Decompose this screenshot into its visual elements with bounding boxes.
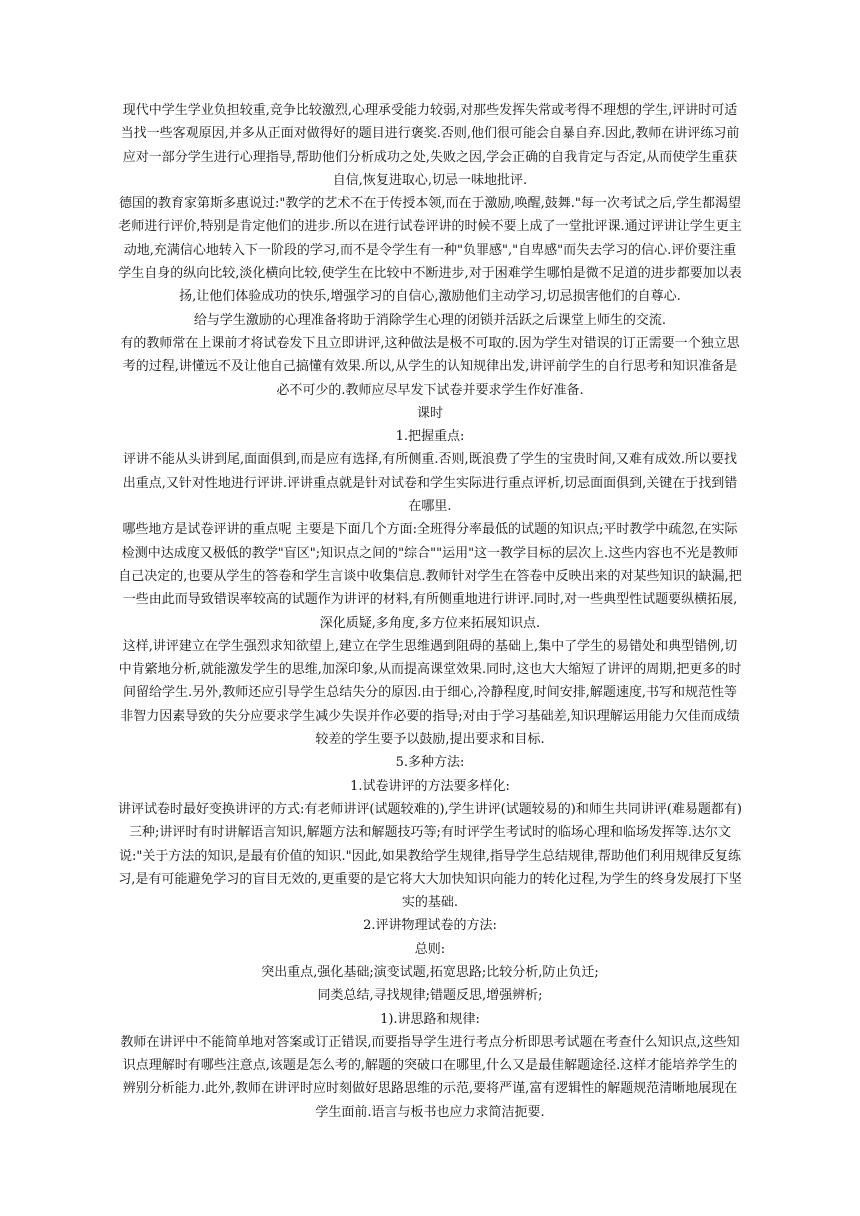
paragraph-darwin: 讲评试卷时最好变换讲评的方式:有老师讲评(试题较难的),学生讲评(试题较易的)和师生共同讲评(难易题都有)三种;讲评时有时讲解语言知识,解题方法和解题技巧等;有时评学生考试时的临场心理和临场发挥等.达尔文说:"关于方法的知识,是最有价值的知识."因此,如果教给学生规律,指导学生总结规律,帮助他们利用规律反复练习,是有可能避免学习的盲目无效的,更重要的是它将大大加快知识向能力的转化过程,为学生的终身发展打下坚实的基础. — [118, 801, 742, 911]
paragraph-encouragement: 给与学生激励的心理准备将助于消除学生心理的闭锁并活跃之后课堂上师生的交流. — [193, 312, 667, 328]
heading-diversified-methods: 1.试卷讲评的方法要多样化: — [350, 778, 510, 794]
paragraph-exam-analysis: 教师在讲评中不能简单地对答案或订正错误,而要指导学生进行考点分析即思考试题在考查什么知识点,这些知识点理解时有哪些注意点,该题是怎么考的,解题的突破口在哪里,什么又是最佳解题途径.这样才能培养学生的辨别分析能力.此外,教师在讲评时应时刻做好思路思维的示范,要将严谨,富有逻辑性的解题规范清晰地展现在学生面前.语言与板书也应力求简洁扼要. — [120, 1034, 740, 1120]
document-body — [118, 99, 742, 1124]
paragraph-diesterweg-quote: 德国的教育家第斯多惠说过:"教学的艺术不在于传授本领,而在于激励,唤醒,鼓舞."每一次考试之后,学生都渴望老师进行评价,特别是肯定他们的进步.所以在进行试卷评讲的时候不要上成了一堂批评课.通过评讲让学生更主动地,充满信心地转入下一阶段的学习,而不是令学生有一种"负罪感","自卑感"而失去学习的信心.评价要注重学生自身的纵向比较,淡化横向比较,使学生在比较中不断进步,对于困难学生哪怕是微不足道的进步都要加以表扬,让他们体验成功的快乐,增强学习的自信心,激励他们主动学习,切忌损害他们的自尊心. — [118, 196, 742, 305]
heading-physics-methods: 2.评讲物理试卷的方法: — [363, 918, 497, 934]
heading-key-points: 1.把握重点: — [395, 429, 465, 445]
heading-lesson: 课时 — [416, 405, 443, 421]
heading-methods: 5.多种方法: — [395, 755, 465, 771]
paragraph-motivation-intro: 现代中学生学业负担较重,竞争比较激烈,心理承受能力较弱,对那些发挥失常或考得不理想的学生,评讲时可适当找一些客观原因,并多从正面对做得好的题目进行褒奖.否则,他们很可能会自暴自弃.因此,教师在讲评练习前应对一部分学生进行心理指导,帮助他们分析成功之处,失败之因,学会正确的自我肯定与否定,从而使学生重获自信,恢复进取心,切忌一味地批评. — [120, 103, 740, 188]
paragraph-distribute-early: 有的教师常在上课前才将试卷发下且立即讲评,这种做法是极不可取的.因为学生对错误的订正需要一个独立思考的过程,讲懂远不及让他自己搞懂有效果.所以,从学生的认知规律出发,讲评前学生的自行思考和知识准备是必不可少的.教师应尽早发下试卷并要求学生作好准备. — [120, 335, 740, 398]
paragraph-key-areas: 哪些地方是试卷评讲的重点呢 主要是下面几个方面:全班得分率最低的试题的知识点;平时教学中疏忽,在实际检测中达成度又极低的教学"盲区";知识点之间的"综合""运用"这一教学目标的层次上.这些内容也不光是教师自己决定的,也要从学生的答卷和学生言谈中收集信息.教师针对学生在答卷中反映出来的对某些知识的缺漏,把一些由此而导致错误率较高的试题作为讲评的材料,有所侧重地进行讲评.同时,对一些典型性试题要纵横拓展,深化质疑,多角度,多方位来拓展知识点. — [118, 522, 742, 631]
paragraph-thinking: 这样,讲评建立在学生强烈求知欲望上,建立在学生思维遇到阻碍的基础上,集中了学生的易错处和典型错例,切中肯綮地分析,就能激发学生的思维,加深印象,从而提高课堂效果.同时,这也大大缩短了讲评的周期,把更多的时间留给学生.另外,教师还应引导学生总结失分的原因.由于细心,冷静程度,时间安排,解题速度,书写和规范性等非智力因素导致的失分应要求学生减少失误并作必要的指导;对由于学习基础差,知识理解运用能力欠佳而成绩较差的学生要予以鼓励,提出要求和目标. — [118, 638, 742, 748]
rules-line-2: 同类总结,寻找规律;错题反思,增强辨析; — [317, 988, 543, 1004]
heading-thinking-rules: 1).讲思路和规律: — [380, 1011, 480, 1027]
heading-general-rules: 总则: — [414, 941, 446, 957]
paragraph-focus: 评讲不能从头讲到尾,面面俱到,而是应有选择,有所侧重.否则,既浪费了学生的宝贵时间,又难有成效.所以要找出重点,又针对性地进行评讲.评讲重点就是针对试卷和学生实际进行重点评析,切忌面面俱到,关键在于找到错在哪里. — [122, 452, 738, 515]
rules-line-1: 突出重点,强化基础;演变试题,拓宽思路;比较分析,防止负迁; — [261, 964, 599, 980]
